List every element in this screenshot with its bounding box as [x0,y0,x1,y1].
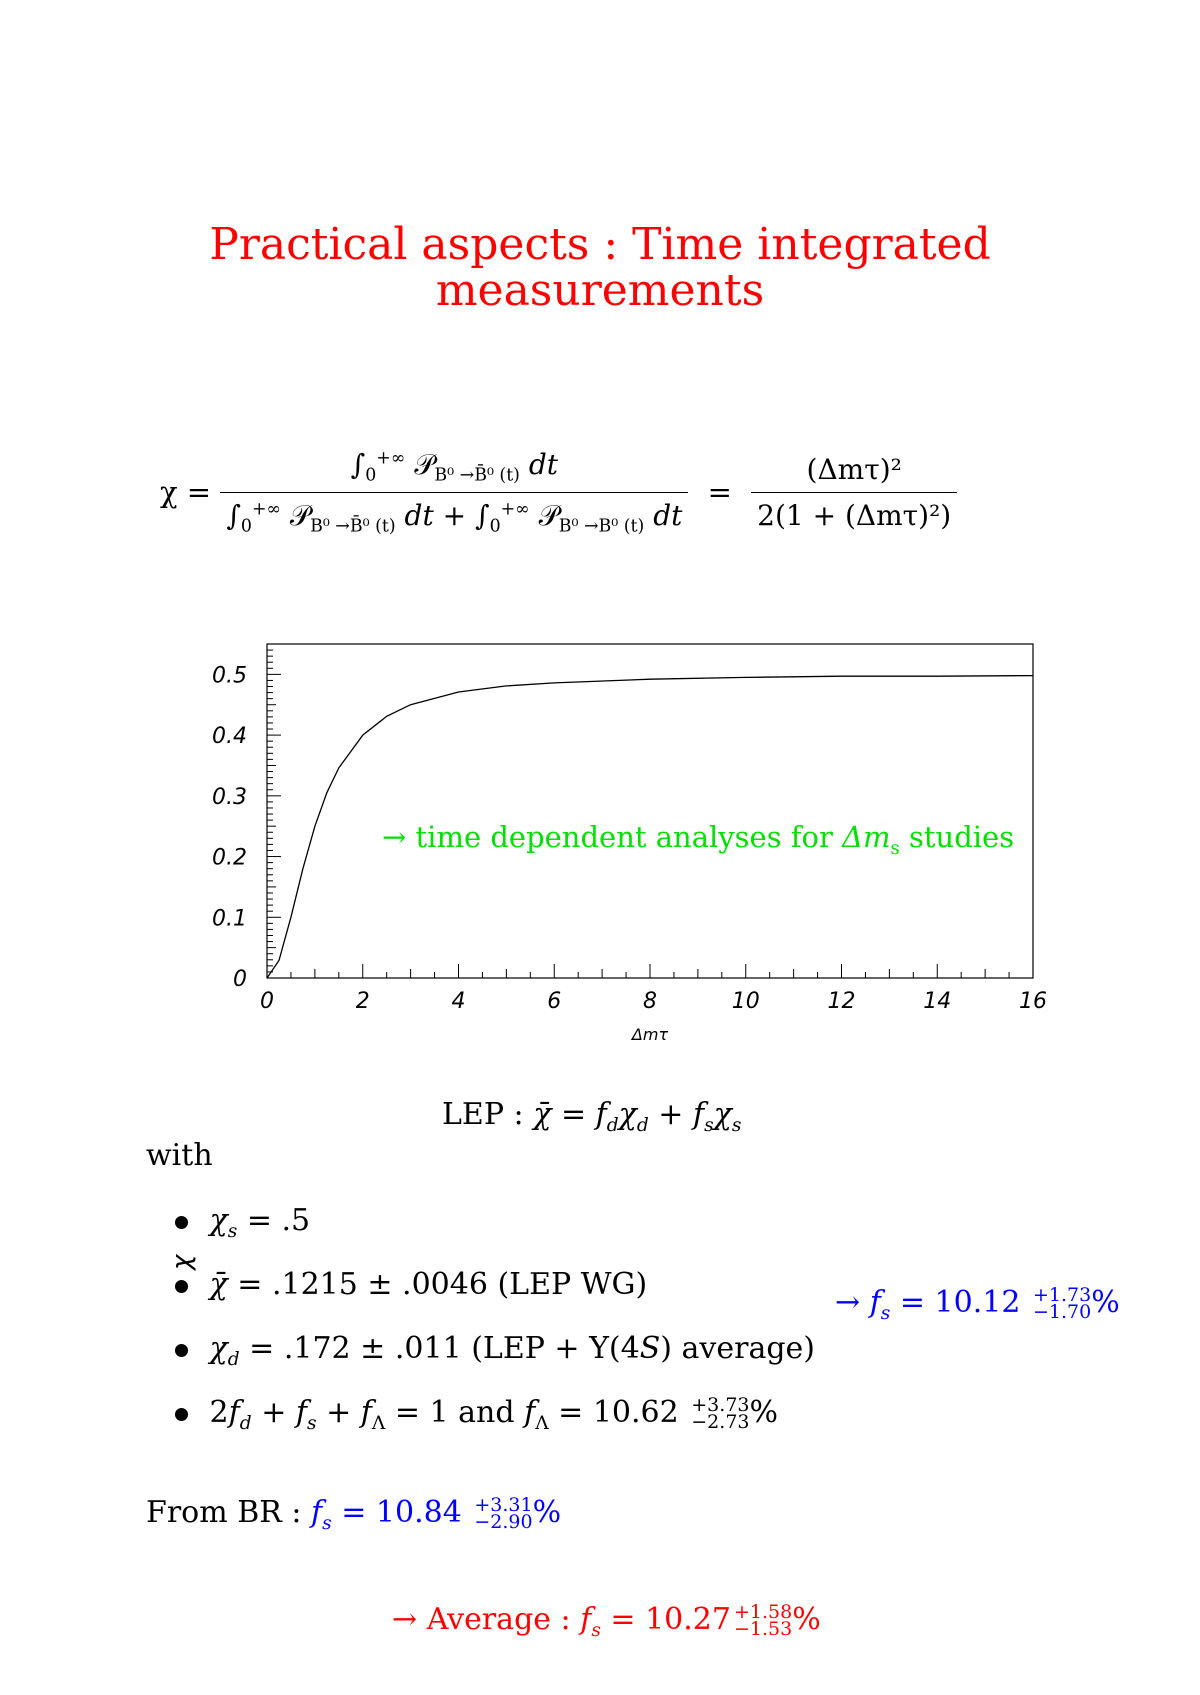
rhs-numerator: (Δmτ)² [806,452,902,486]
annotation-tail: studies [908,820,1015,854]
y-tick-label: 0.1 [212,906,247,932]
eq-sign: = [560,1097,587,1132]
bullet-mid: = 1 and [385,1395,525,1430]
y-tick-label: 0.5 [212,663,247,689]
lep-label: LEP : [442,1097,524,1132]
prob-symbol: 𝒫 [538,498,559,532]
chi-symbol: χ [209,1331,228,1366]
error-up: +3.73 [691,1394,750,1416]
fd-sub: d [239,1413,252,1434]
plus-sign: + [658,1097,684,1132]
formula-numerator [220,448,688,492]
lep-result [835,1285,1120,1324]
list-item [175,1267,815,1331]
formula-denominator [220,492,688,537]
flambda-sub: Λ [371,1413,386,1434]
x-tick-label: 10 [731,989,760,1014]
with-label: with [146,1138,213,1173]
from-br [146,1495,561,1534]
chi-symbol: χ [618,1097,637,1132]
chibar-symbol: χ̄ [533,1097,552,1132]
chart-axes [267,644,1033,978]
dt-term: dt [653,498,683,532]
formula-fraction [220,448,688,536]
error-down: −1.53 [733,1618,793,1640]
page-title [0,219,1200,316]
title-line-2: measurements [435,265,765,316]
int-upper: +∞ [376,448,406,469]
x-tick-label: 14 [923,989,952,1014]
x-tick-label: 0 [260,989,274,1014]
f-symbol: f [295,1395,307,1430]
prob-sub: B⁰ →B⁰ (t) [558,516,645,537]
value: = 10.84 [331,1495,462,1530]
list-item [175,1203,815,1267]
fs-symbol: f [692,1097,705,1132]
y-tick-label: 0 [233,967,247,992]
asym-error [733,1601,793,1640]
formula-mid-eq: = [707,475,732,510]
fs-sub: s [306,1413,317,1434]
bullet-text: = .1215 ± .0046 (LEP WG) [227,1267,648,1302]
plus-sign: + [316,1395,361,1430]
dt-term: dt [404,498,434,532]
average-result [392,1602,821,1641]
fd-sub: d [606,1115,619,1136]
f-symbol: f [360,1395,372,1430]
chibar-symbol: χ̄ [209,1267,228,1302]
value: = 10.27 [600,1602,731,1637]
fs-sub: s [704,1115,714,1136]
percent-sign: % [1091,1285,1120,1320]
formula-lhs: χ = [160,475,212,510]
flambda-sub: Λ [535,1413,549,1434]
f-symbol: f [228,1395,240,1430]
y-tick-label: 0.3 [212,784,247,810]
y-tick-label: 0.4 [212,724,247,750]
formula-rhs-fraction [751,453,957,532]
fs-sub: s [591,1620,601,1641]
plot-frame [267,644,1033,978]
f-symbol: f [524,1395,536,1430]
asym-error [1032,1284,1092,1323]
list-item [175,1331,815,1395]
from-br-value-group [311,1494,562,1534]
plus-sign: + [251,1395,296,1430]
fs-sub: s [880,1303,891,1324]
dt-term: dt [528,448,559,481]
value: = 10.12 [890,1285,1021,1320]
error-up: +3.31 [474,1494,533,1516]
from-br-label: From BR : [146,1495,302,1530]
bullet-icon [175,1408,188,1421]
chi-sub: s [227,1221,238,1242]
bullet-icon [175,1216,188,1229]
int-lower: 0 [240,516,252,537]
int-lower: 0 [365,465,377,486]
x-tick-label: 6 [547,989,562,1014]
chid-sub: d [636,1115,649,1136]
x-axis-label: Δmτ [631,1025,669,1044]
chi-symbol: χ [209,1203,228,1238]
error-down: −1.70 [1032,1301,1092,1323]
annotation-dm: Δm [842,820,891,854]
prob-symbol: 𝒫 [414,448,435,481]
arrow-icon: → [392,1602,418,1637]
lep-equation [442,1097,741,1136]
int-upper: +∞ [251,499,281,520]
x-tick-label: 4 [451,989,466,1014]
percent-sign: % [792,1602,821,1637]
f-symbol: f [869,1285,881,1320]
error-up: +1.73 [1032,1284,1092,1306]
error-down: −2.73 [691,1411,750,1433]
annotation-sub: s [890,837,900,859]
arrow-icon: → [835,1285,861,1320]
rhs-denominator: 2(1 + (Δmτ)²) [751,492,957,532]
chi-sub: d [227,1349,240,1370]
prob-symbol: 𝒫 [289,498,311,532]
integral-sign: ∫ [350,448,366,481]
value: = 10.62 [548,1395,679,1430]
prob-sub: B⁰ →B̄⁰ (t) [310,516,396,537]
coef: 2 [209,1395,229,1430]
integral-sign: ∫ [475,498,490,532]
bullet-list [175,1203,815,1459]
percent-sign: % [749,1395,779,1430]
chart-annotation [382,820,1014,859]
chi-formula [160,448,957,536]
bullet-icon [175,1280,188,1293]
title-line-1: Practical aspects : Time integrated [209,219,991,270]
average-label: Average : [426,1602,571,1637]
chis-sub: s [731,1115,742,1136]
s-symbol: S [639,1331,661,1366]
bullet-text: = .5 [237,1203,311,1238]
y-axis-label: χ [167,1254,197,1270]
integral-sign: ∫ [226,498,241,532]
annotation-text: time dependent analyses for [415,820,833,854]
f-symbol: f [311,1495,323,1530]
arrow-icon: → [382,820,407,854]
x-tick-label: 8 [643,989,657,1014]
bullet-text: = .172 ± .011 (LEP + Υ(4 [239,1331,640,1366]
fs-sub: s [322,1513,332,1534]
error-down: −2.90 [474,1511,533,1533]
plus-sign: + [442,498,467,532]
fd-symbol: f [595,1097,607,1132]
bullet-tail: ) average) [660,1331,815,1366]
int-lower: 0 [489,516,501,537]
x-tick-label: 16 [1019,989,1047,1014]
x-tick-label: 2 [355,989,370,1014]
asym-error [474,1494,533,1533]
asym-error [691,1394,750,1433]
x-tick-label: 12 [827,989,856,1014]
error-up: +1.58 [733,1601,793,1623]
y-tick-label: 0.2 [212,845,247,871]
f-symbol: f [580,1602,592,1637]
bullet-icon [175,1344,188,1357]
int-upper: +∞ [500,499,530,520]
prob-sub: B⁰ →B̄⁰ (t) [434,465,520,486]
chi-symbol: χ [713,1097,732,1132]
list-item [175,1395,815,1459]
percent-sign: % [532,1495,562,1530]
